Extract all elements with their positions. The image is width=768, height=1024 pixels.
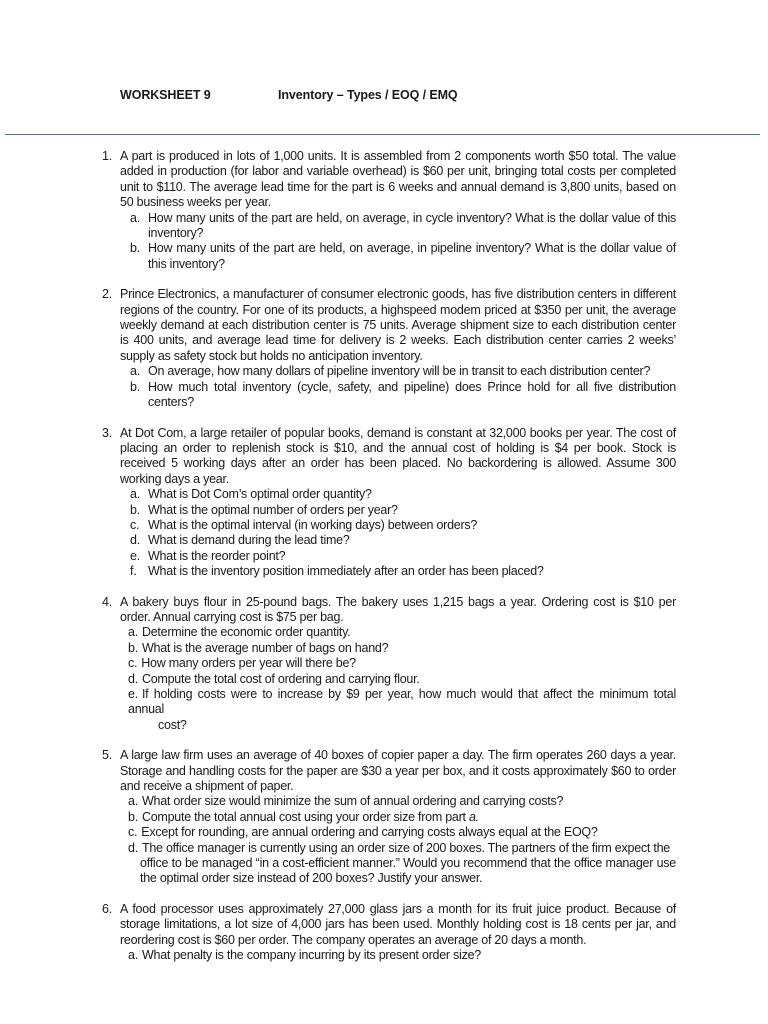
part-label: e. — [128, 687, 138, 701]
question-part — [120, 656, 676, 671]
question-number: 6. — [102, 901, 112, 916]
part-text: Except for rounding, are annual ordering and carrying costs always equal at the EOQ? — [141, 825, 598, 840]
question-number: 2. — [102, 287, 112, 302]
question-part — [120, 841, 676, 887]
question-text: A large law firm uses an average of 40 boxes of copier paper a day. The firm operates 260 days a year. Storage and handling costs for the paper are $30 a year per box, and it costs approximately $60 to order and receive a shipment of paper. — [120, 748, 676, 794]
question-part — [120, 503, 676, 518]
question-part — [120, 825, 676, 840]
part-label: a. — [130, 210, 140, 225]
question-text: A food processor uses approximately 27,000 glass jars a month for its fruit juice product. Because of storage limitations, a lot size of 4,000 jars has been used. Monthly holding cost is 18 cents per jar, and reordering cost is $60 per order. The company operates an average of 20 days a month. — [120, 901, 676, 947]
question-text: Prince Electronics, a manufacturer of consumer electronic goods, has five distribution centers in different regions of the country. For one of its products, a highspeed modem priced at $350 per unit, the average weekly demand at each distribution center is 75 units. Average shipment size to each distribution center is 400 units, and average lead time for delivery is 2 weeks. Each distribution center carries 2 weeks’ supply as safety stock but holds no anticipation inventory. — [120, 287, 676, 363]
part-text-continuation: office to be managed “in a cost-efficient manner.” Would you recommend that the office manager use the optimal order size instead of 200 boxes? Justify your answer. — [140, 856, 676, 886]
question-part — [120, 948, 676, 963]
question-part — [120, 687, 676, 733]
part-text-continuation: cost? — [158, 717, 187, 732]
question-parts — [120, 364, 676, 410]
part-text: What is demand during the lead time? — [148, 533, 350, 548]
question-part — [120, 625, 676, 640]
part-label: b. — [130, 502, 140, 517]
part-reference: a. — [468, 809, 479, 824]
question-part — [120, 672, 676, 687]
question-parts — [120, 948, 676, 963]
question-6 — [96, 902, 676, 964]
part-text: Compute the total cost of ordering and carrying flour. — [141, 671, 420, 686]
part-text: How many units of the part are held, on average, in pipeline inventory? What is the dollar value of this inventory? — [148, 241, 676, 271]
question-part — [120, 810, 676, 825]
part-text: How many units of the part are held, on average, in cycle inventory? What is the dollar value of this inventory? — [148, 210, 676, 241]
part-text: If holding costs were to increase by $9 per year, how much would that affect the minimum total annual — [128, 687, 676, 717]
part-text: What is the inventory position immediately after an order has been placed? — [148, 564, 544, 579]
question-parts — [120, 794, 676, 886]
question-1 — [96, 149, 676, 272]
question-2 — [96, 287, 676, 410]
part-text: What penalty is the company incurring by its present order size? — [141, 948, 481, 963]
question-part — [120, 533, 676, 548]
part-label: b. — [128, 640, 138, 655]
question-number: 5. — [102, 748, 112, 763]
part-text: Compute the total annual cost using your order size from part — [141, 809, 466, 824]
question-number: 4. — [102, 594, 112, 609]
question-part — [120, 641, 676, 656]
question-4 — [96, 595, 676, 734]
part-text: What is the optimal number of orders per year? — [148, 502, 398, 517]
part-label: a. — [130, 487, 140, 502]
question-text: A bakery buys flour in 25-pound bags. The bakery uses 1,215 bags a year. Ordering cost is $10 per order. Annual carrying cost is $75 per bag. — [120, 594, 676, 624]
question-5 — [96, 748, 676, 887]
part-text: How much total inventory (cycle, safety, and pipeline) does Prince hold for all five distribution centers? — [148, 379, 676, 410]
part-text: What is the reorder point? — [148, 548, 286, 563]
part-label: c. — [128, 825, 138, 840]
question-text: At Dot Com, a large retailer of popular books, demand is constant at 32,000 books per year. The cost of placing an order to replenish stock is $10, and the annual cost of holding is $4 per book. Stock is received 5 working days after an order has been placed. No backordering is allowed. Assume 300 working days a year. — [120, 425, 676, 486]
question-part — [120, 364, 676, 379]
part-label: a. — [130, 364, 140, 379]
question-number: 3. — [102, 425, 112, 440]
question-part — [120, 487, 676, 502]
worksheet-label: WORKSHEET 9 — [120, 88, 211, 102]
worksheet-topic: Inventory – Types / EOQ / EMQ — [278, 88, 458, 102]
question-list — [96, 149, 676, 979]
question-part — [120, 518, 676, 533]
part-label: b. — [128, 809, 138, 824]
part-label: d. — [130, 533, 140, 548]
part-label: f. — [130, 564, 137, 579]
question-3 — [96, 426, 676, 580]
question-part — [120, 564, 676, 579]
part-text: How many orders per year will there be? — [141, 656, 356, 671]
part-text: What is Dot Com’s optimal order quantity? — [148, 487, 372, 502]
part-label: d. — [128, 671, 138, 686]
question-part — [120, 794, 676, 809]
part-label: a. — [128, 625, 138, 640]
part-label: e. — [130, 548, 140, 563]
part-label: c. — [130, 517, 140, 532]
part-text: Determine the economic order quantity. — [141, 625, 351, 640]
part-label: c. — [128, 656, 138, 671]
part-label: a. — [128, 794, 138, 809]
question-parts — [120, 211, 676, 273]
part-label: b. — [130, 379, 140, 394]
part-label: a. — [128, 948, 138, 963]
question-part — [120, 241, 676, 272]
part-text: What is the optimal interval (in working days) between orders? — [148, 517, 478, 532]
question-number: 1. — [102, 149, 112, 163]
question-parts — [120, 487, 676, 579]
header-divider — [5, 134, 760, 135]
part-text: The office manager is currently using an order size of 200 boxes. The partners of the firm expect the — [141, 840, 670, 855]
question-part — [120, 380, 676, 411]
part-text: What is the average number of bags on hand? — [141, 640, 389, 655]
question-part — [120, 549, 676, 564]
question-text: A part is produced in lots of 1,000 units. It is assembled from 2 components worth $50 total. The value added in production (for labor and variable overhead) is $60 per unit, bringing total costs per completed unit to $110. The average lead time for the part is 6 weeks and annual demand is 3,800 units, based on 50 business weeks per year. — [120, 149, 676, 210]
part-label: d. — [128, 840, 138, 855]
part-text: What order size would minimize the sum of annual ordering and carrying costs? — [141, 794, 564, 809]
part-text: On average, how many dollars of pipeline inventory will be in transit to each distribution center? — [148, 364, 651, 379]
question-part — [120, 211, 676, 242]
part-label: b. — [130, 241, 140, 256]
question-parts — [120, 625, 676, 733]
